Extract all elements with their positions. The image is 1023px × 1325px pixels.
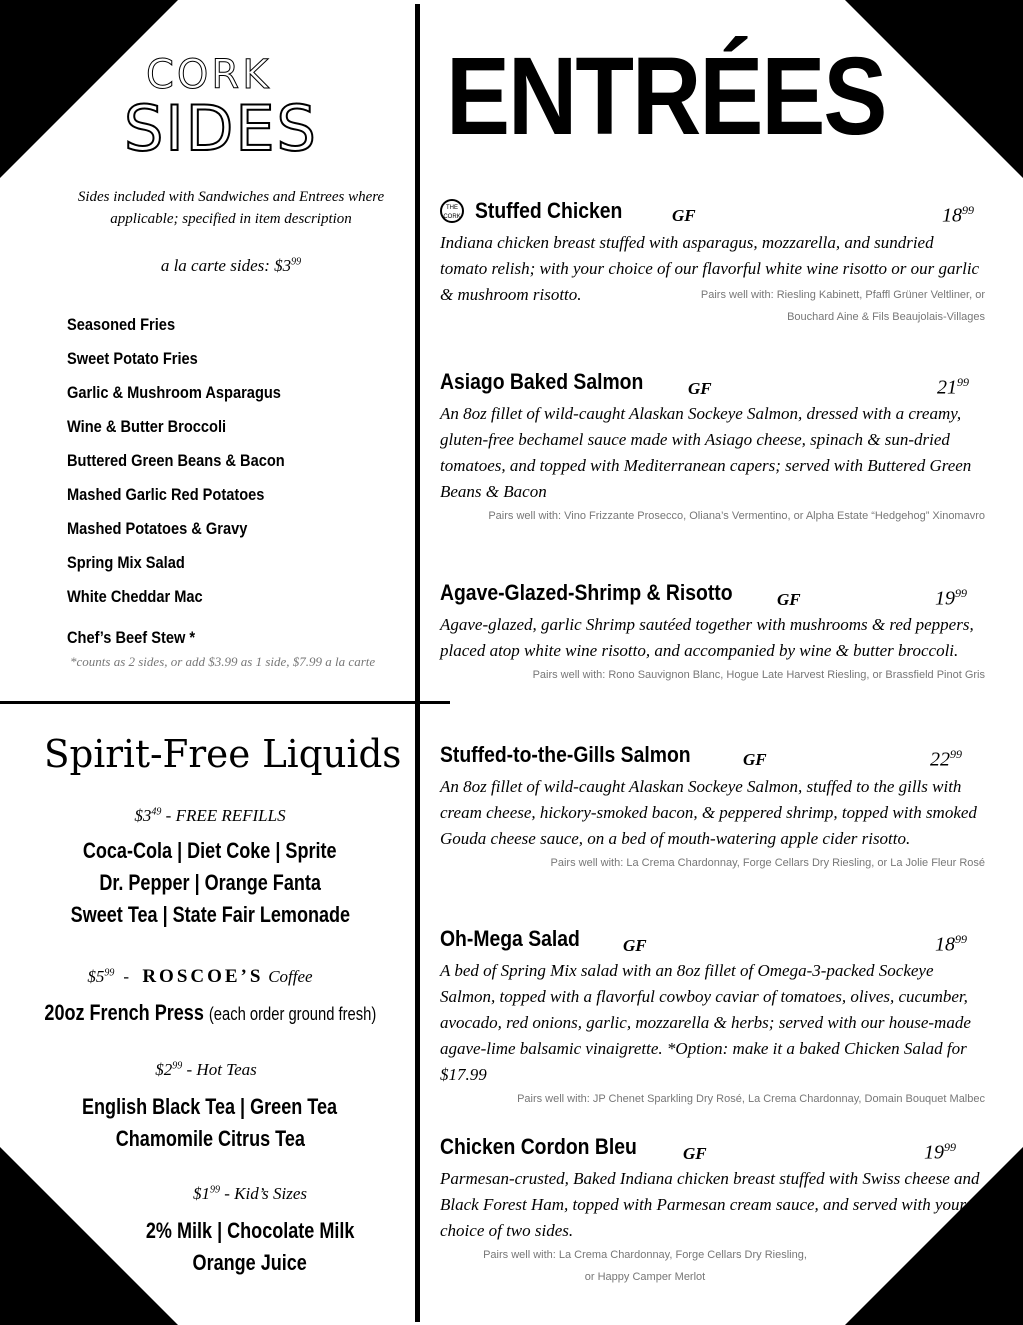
soda-line — [0, 838, 420, 864]
column-divider — [415, 4, 420, 1322]
entree-price — [937, 375, 969, 400]
entree-item — [440, 742, 985, 874]
tea-cents: 99 — [172, 1060, 183, 1072]
price-dollars: 21 — [937, 376, 957, 399]
entree-name: Stuffed Chicken — [475, 198, 623, 223]
beef-stew-note: *counts as 2 sides, or add $3.99 as 1 side, $7.99 a la carte — [70, 654, 376, 669]
side-item: Buttered Green Beans & Bacon — [67, 451, 285, 470]
soda-cents: 49 — [151, 806, 162, 818]
side-item: Garlic & Mushroom Asparagus — [67, 383, 281, 402]
entree-item — [440, 926, 985, 1110]
side-item: Mashed Garlic Red Potatoes — [67, 485, 265, 504]
soda-line-2: Dr. Pepper | Orange Fanta — [99, 870, 321, 895]
soda-line-3: Sweet Tea | State Fair Lemonade — [70, 902, 350, 927]
liquids-heading — [44, 732, 409, 776]
side-item: White Cheddar Mac — [67, 587, 203, 606]
gf-badge: GF — [777, 590, 801, 609]
wine-pairing: Pairs well with: JP Chenet Sparkling Dry Rosé, La Crema Chardonnay, Domain Bouquet Malbec — [517, 1093, 985, 1105]
kids-label: - Kid’s Sizes — [224, 1184, 308, 1203]
side-item: Spring Mix Salad — [67, 553, 185, 572]
entree-price — [924, 1140, 956, 1165]
soda-price-line — [0, 806, 420, 826]
entree-name: Oh-Mega Salad — [440, 926, 580, 951]
tea-line-2: Chamomile Citrus Tea — [115, 1126, 305, 1151]
tea-price-line — [0, 1060, 416, 1080]
price-dollars: 19 — [935, 587, 955, 610]
entree-price — [935, 586, 967, 611]
entree-description: Agave-glazed, garlic Shrimp sautéed together with mushrooms & red peppers, placed atop white wine risotto, and accompanied by wine & butter broccoli. — [440, 615, 974, 660]
coffee-brand: ROSCOE’S — [142, 966, 264, 987]
side-item: Sweet Potato Fries — [67, 349, 198, 368]
entree-description: A bed of Spring Mix salad with an 8oz fillet of Omega-3-packed Sockeye Salmon, topped with a flavorful cowboy caviar of tomatoes, olives, cucumber, avocado, red onions, garlic, mozzarella & herbs; served with our house-made agave-lime balsamic vinaigrette. *Option: make it a baked Chicken Salad for $17.99 — [440, 961, 971, 1084]
coffee-word: Coffee — [268, 967, 313, 986]
entrees-heading — [446, 35, 886, 159]
entree-item — [440, 580, 985, 686]
brand-title: CORK — [146, 52, 272, 98]
entree-name: Stuffed-to-the-Gills Salmon — [440, 742, 691, 767]
soda-price: $3 — [134, 806, 152, 825]
entree-item — [440, 369, 985, 527]
cork-logo-icon: THE CORK — [440, 199, 464, 223]
alacarte-label: a la carte sides: $3 — [160, 256, 292, 275]
entree-item — [440, 1134, 985, 1288]
price-dollars: 18 — [935, 933, 955, 956]
entree-name: Asiago Baked Salmon — [440, 369, 644, 394]
kids-price: $1 — [192, 1184, 210, 1203]
tea-line — [0, 1126, 420, 1152]
coffee-item — [44, 1000, 376, 1026]
gf-badge: GF — [683, 1144, 707, 1163]
sides-note: Sides included with Sandwiches and Entrees where applicable; specified in item description — [77, 189, 385, 227]
price-dollars: 22 — [930, 748, 950, 771]
liquids-heading-text: Spirit-Free Liquids — [44, 732, 402, 776]
tea-price: $2 — [155, 1060, 173, 1079]
entree-price — [935, 932, 967, 957]
side-item: Mashed Potatoes & Gravy — [67, 519, 248, 538]
price-dollars: 18 — [942, 204, 962, 227]
price-dollars: 19 — [924, 1141, 944, 1164]
entree-price — [942, 203, 974, 228]
tea-label: - Hot Teas — [186, 1060, 257, 1079]
entree-description: An 8oz fillet of wild-caught Alaskan Sockeye Salmon, stuffed to the gills with cream cheese, hickory-smoked bacon, & peppered shrimp, topped with smoked Gouda cheese sauce, on a bed of mouth-watering apple cider risotto. — [440, 777, 977, 848]
soda-line — [0, 870, 420, 896]
wine-pairing: Pairs well with: La Crema Chardonnay, Forge Cellars Dry Riesling, or La Jolie Fleur Rosé — [550, 857, 985, 869]
entree-name: Agave-Glazed-Shrimp & Risotto — [440, 580, 733, 605]
price-cents: 99 — [955, 932, 967, 946]
sides-alacarte-price — [66, 256, 396, 276]
wine-pairing: Pairs well with: Rono Sauvignon Blanc, Hogue Late Harvest Riesling, or Brassfield Pinot Gris — [532, 669, 985, 681]
gf-badge: GF — [672, 206, 696, 225]
coffee-cents: 99 — [104, 967, 115, 979]
soda-line — [0, 902, 420, 928]
sides-list — [67, 311, 320, 617]
coffee-price: $5 — [87, 967, 105, 986]
side-item: Wine & Butter Broccoli — [67, 417, 227, 436]
coffee-price-line: $\$5^{99}$ - ROSCOE’S Coffee — [87, 966, 313, 987]
entree-description: Indiana chicken breast stuffed with asparagus, mozzarella, and sundried tomato relish; with your choice of our flavorful white wine risotto or our garlic & mushroom risotto. — [440, 233, 980, 304]
beef-stew: Chef’s Beef Stew * — [67, 628, 196, 647]
price-cents: 99 — [957, 375, 969, 389]
wine-pairing: Pairs well with: Riesling Kabinett, Pfaffl Grüner Veltliner, or Bouchard Aine & Fils Beaujolais-Villages — [700, 289, 985, 323]
tea-line — [0, 1094, 420, 1120]
price-cents: 99 — [955, 586, 967, 600]
coffee-item-name: 20oz French Press — [44, 1000, 204, 1025]
gf-badge: GF — [623, 936, 647, 955]
side-item: Seasoned Fries — [67, 315, 176, 334]
soda-line-1: Coca-Cola | Diet Coke | Sprite — [83, 838, 337, 863]
alacarte-cents: 99 — [291, 256, 302, 268]
gf-badge: GF — [743, 750, 767, 769]
wine-pairing: Pairs well with: Vino Frizzante Prosecco, Oliana’s Vermentino, or Alpha Estate “Hedgehog” Xinomavro — [488, 510, 985, 522]
entrees-heading-text: ENTRÉES — [446, 35, 886, 159]
entree-description: Parmesan-crusted, Baked Indiana chicken breast stuffed with Swiss cheese and Black Forest Ham, topped with Parmesan cream sauce, and served with your choice of two sides. — [440, 1169, 980, 1240]
coffee-note: (each order ground fresh) — [208, 1004, 376, 1024]
kids-price-line — [40, 1184, 460, 1204]
entree-description: An 8oz fillet of wild-caught Alaskan Sockeye Salmon, dressed with a creamy, gluten-free bechamel sauce made with Asiago cheese, spinach & sun-dried tomatoes, and topped with Mediterranean capers; served with Buttered Green Beans & Bacon — [440, 404, 972, 501]
coffee-item-line — [0, 1000, 420, 1026]
entree-name: Chicken Cordon Bleu — [440, 1134, 637, 1159]
kids-line-2: Orange Juice — [192, 1250, 308, 1275]
entree-item — [440, 198, 985, 328]
gf-badge: GF — [688, 379, 712, 398]
price-cents: 99 — [950, 747, 962, 761]
soda-note: - FREE REFILLS — [165, 806, 286, 825]
wine-pairing: Pairs well with: La Crema Chardonnay, Forge Cellars Dry Riesling, or Happy Camper Merlot — [483, 1249, 807, 1283]
price-cents: 99 — [944, 1140, 956, 1154]
section-divider — [0, 701, 450, 704]
kids-line-1: 2% Milk | Chocolate Milk — [145, 1218, 355, 1243]
kids-line — [40, 1250, 460, 1276]
kids-line — [40, 1218, 460, 1244]
sides-heading: SIDES — [124, 92, 318, 165]
tea-line-1: English Black Tea | Green Tea — [82, 1094, 338, 1119]
price-cents: 99 — [962, 203, 974, 217]
entree-price — [930, 747, 962, 772]
kids-cents: 99 — [209, 1184, 220, 1196]
